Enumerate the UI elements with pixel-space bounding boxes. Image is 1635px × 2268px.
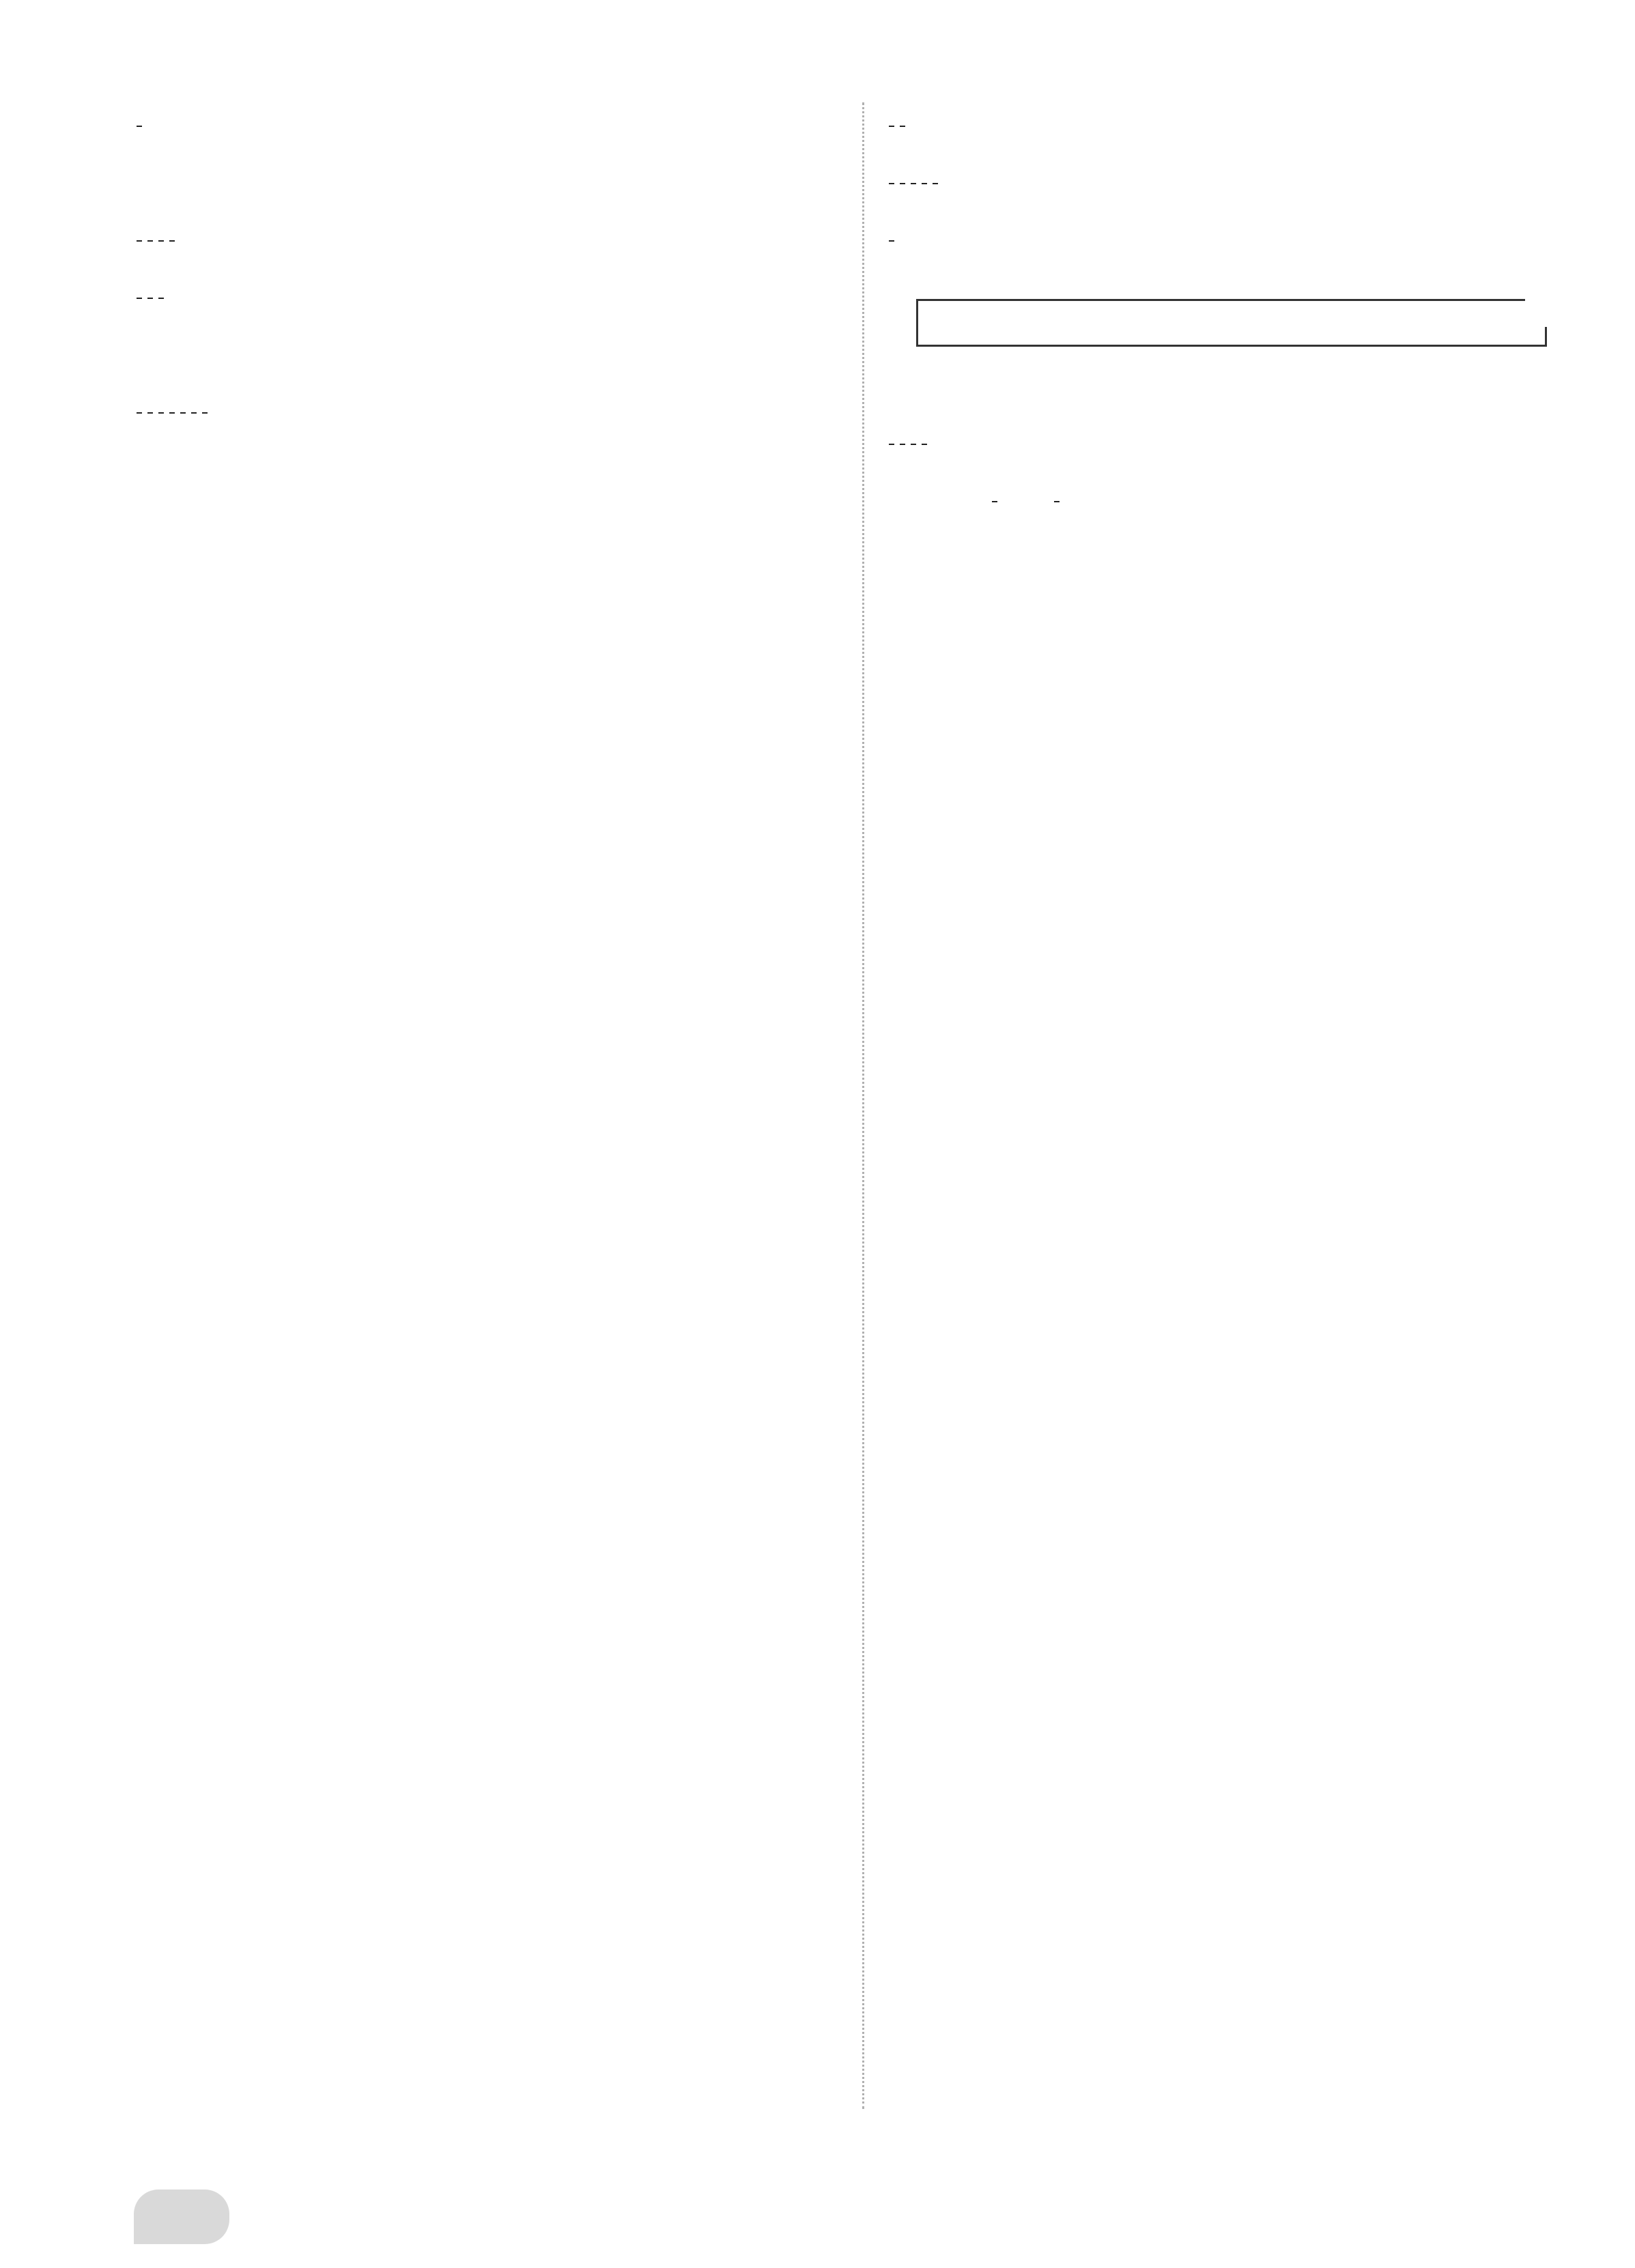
- fraction: [137, 240, 142, 242]
- answer-14: [134, 268, 822, 325]
- fraction: [900, 444, 905, 445]
- fraction: [137, 412, 142, 414]
- fraction: [1054, 501, 1060, 502]
- fraction: [137, 298, 142, 299]
- answer-9: [134, 96, 822, 153]
- fraction: [202, 412, 208, 414]
- answer-6: [886, 414, 1574, 471]
- fraction: [147, 298, 153, 299]
- fraction: [158, 412, 164, 414]
- answer-3-5: [886, 356, 1574, 414]
- fraction: [922, 183, 927, 184]
- fraction: [889, 444, 894, 445]
- column-divider: [862, 102, 864, 2109]
- fraction: [191, 412, 197, 414]
- right-column: [886, 96, 1574, 528]
- page-number: [134, 2190, 229, 2244]
- answer-19-continued: [886, 96, 1574, 153]
- fraction: [180, 412, 186, 414]
- answer-16-17: [134, 325, 822, 382]
- tip-box: [916, 299, 1547, 347]
- fraction: [889, 240, 894, 242]
- fraction: [922, 444, 927, 445]
- fraction: [889, 183, 894, 184]
- answer-21: [886, 210, 1574, 268]
- tip-badge: [1525, 281, 1547, 327]
- fraction: [137, 126, 142, 127]
- answer-19: [134, 382, 822, 440]
- fraction: [169, 412, 175, 414]
- answer-10-12: [134, 153, 822, 210]
- fraction: [158, 240, 164, 242]
- fraction: [889, 126, 894, 127]
- fraction: [900, 183, 905, 184]
- fraction: [158, 298, 164, 299]
- fraction: [933, 183, 938, 184]
- left-column: [134, 96, 822, 440]
- answer-20: [886, 153, 1574, 210]
- fraction: [900, 126, 905, 127]
- fraction: [992, 501, 997, 502]
- answer-13: [134, 210, 822, 268]
- fraction: [147, 240, 153, 242]
- fraction: [911, 444, 916, 445]
- fraction: [147, 412, 153, 414]
- fraction: [911, 183, 916, 184]
- answer-7-14: [886, 471, 1574, 528]
- fraction: [169, 240, 175, 242]
